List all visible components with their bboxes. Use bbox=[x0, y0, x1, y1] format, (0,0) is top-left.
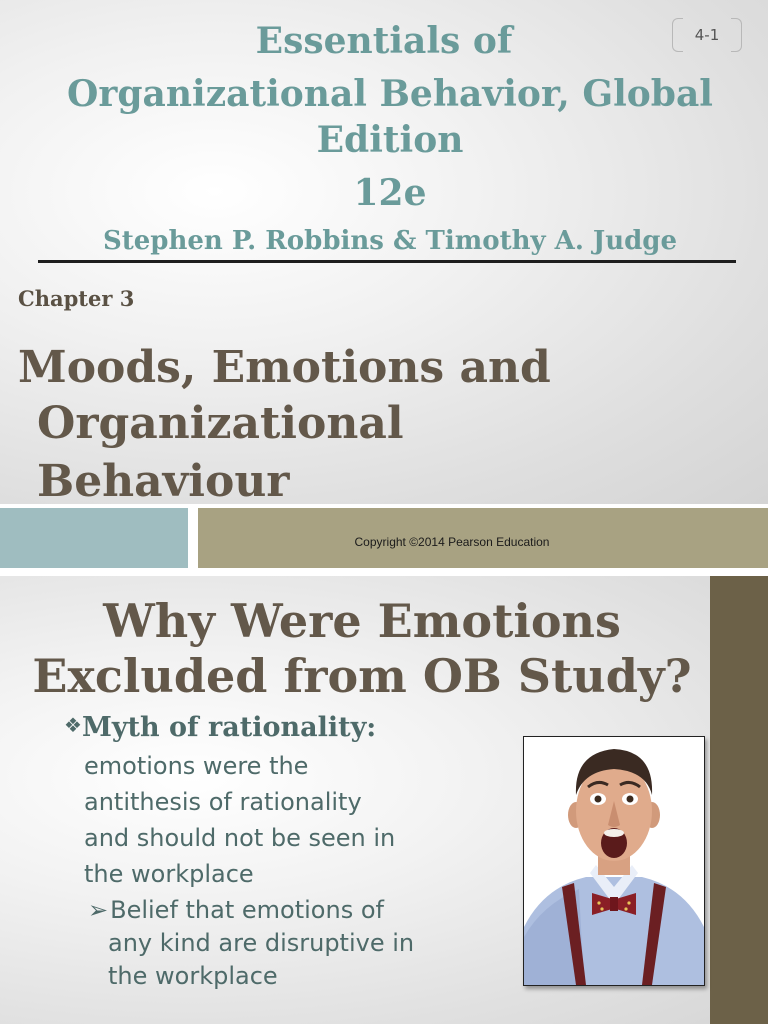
bullet-heading bbox=[64, 712, 376, 743]
chapter-title-line-1: Moods, Emotions and bbox=[18, 342, 551, 393]
teal-footer-block bbox=[0, 508, 188, 568]
chapter-title-line-3: Behaviour bbox=[37, 456, 290, 504]
edition-label: 12e bbox=[353, 172, 427, 214]
arrow-bullet-icon: ➢ bbox=[88, 896, 109, 924]
authors-line: Stephen P. Robbins & Timothy A. Judge bbox=[102, 226, 678, 256]
bullet-body-line: and should not be seen in bbox=[84, 824, 396, 852]
book-title-line-1: Essentials of bbox=[255, 20, 513, 62]
title-divider bbox=[38, 260, 736, 263]
book-title-line-2: Organizational Behavior, Global bbox=[67, 73, 713, 115]
content-slide bbox=[0, 576, 768, 1024]
slide-title-line-1: Why Were Emotions bbox=[103, 594, 621, 648]
slide-number-label: 4-1 bbox=[694, 26, 720, 44]
chapter-title-line-2: Organizational bbox=[37, 398, 404, 449]
sub-bullet-line: the workplace bbox=[108, 962, 278, 990]
book-title-line-3: Edition bbox=[316, 119, 464, 161]
surprised-man-photo bbox=[523, 736, 705, 986]
bullet-body-line: the workplace bbox=[84, 860, 254, 888]
title-slide bbox=[0, 0, 768, 504]
sub-bullet bbox=[88, 894, 488, 993]
sub-bullet-line: any kind are disruptive in bbox=[108, 929, 415, 957]
diamond-bullet-icon: ❖ bbox=[64, 713, 82, 737]
surprised-man-illustration bbox=[524, 737, 704, 985]
copyright-notice: Copyright ©2014 Pearson Education bbox=[354, 535, 550, 549]
bullet-body-line: emotions were the bbox=[84, 752, 309, 780]
chapter-label: Chapter 3 bbox=[18, 286, 135, 311]
bullet-body bbox=[84, 748, 504, 892]
bullet-body-line: antithesis of rationality bbox=[84, 788, 362, 816]
slide-title-line-2: Excluded from OB Study? bbox=[32, 649, 692, 703]
bullet-label: Myth of rationality: bbox=[81, 712, 377, 743]
sub-bullet-line: Belief that emotions of bbox=[110, 896, 384, 924]
